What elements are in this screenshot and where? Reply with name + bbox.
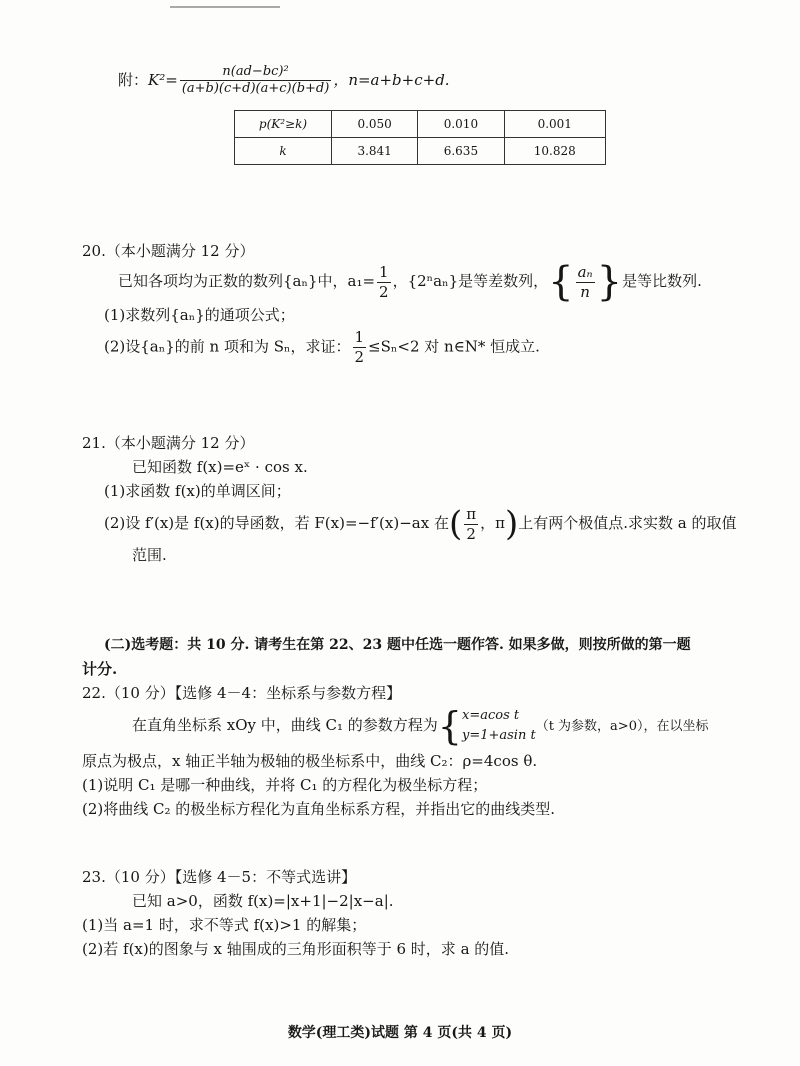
right-paren-glyph: ) (504, 504, 519, 544)
table-cell: 10.828 (504, 138, 605, 165)
q21-part2-a: (2)设 f′(x)是 f(x)的导函数，若 F(x)=−f′(x)−ax 在 (104, 514, 449, 532)
table-cell: 3.841 (332, 138, 418, 165)
q20-half-num: 1 (379, 262, 389, 281)
top-edge-residue (170, 0, 280, 8)
left-paren-glyph: ( (448, 504, 463, 544)
elective-line1: (二)选考题：共 10 分. 请考生在第 22、23 题中任选一题作答. 如果多做，则按所做的第一题 (104, 637, 691, 653)
table-cell: 6.635 (418, 138, 504, 165)
q20-part2 (104, 328, 540, 367)
q21-pi-den: 2 (466, 524, 476, 543)
q22-stem (132, 706, 708, 746)
q21-pi-frac (464, 505, 478, 544)
q20-p2-num: 1 (354, 328, 365, 346)
right-brace-glyph: } (596, 259, 623, 305)
q21-part2-c: 上有两个极值点.求实数 a 的取值 (518, 514, 737, 532)
q22-eq1: x=acos t (461, 708, 520, 723)
q20-p2-den: 2 (354, 347, 365, 366)
q21-stem: 已知函数 f(x)=eˣ · cos x. (132, 458, 308, 476)
q22-stem-a: 在直角坐标系 xOy 中，曲线 C₁ 的参数方程为 (132, 716, 438, 734)
table-cell: k (235, 138, 332, 165)
q20-part2-b: ≤Sₙ<2 对 n∈N* 恒成立. (368, 337, 540, 356)
q21-part2-b: ，π (480, 514, 505, 532)
q22-title: 22.（10 分）【选修 4－4：坐标系与参数方程】 (82, 684, 402, 702)
q21-pi-num: π (466, 504, 477, 523)
q21-title: 21.（本小题满分 12 分） (82, 434, 255, 452)
table-row (235, 111, 606, 138)
q20-title: 20.（本小题满分 12 分） (82, 242, 255, 260)
q21-part2-cont: 范围. (132, 546, 167, 564)
formula-denominator: (a+b)(c+d)(a+c)(b+d) (181, 81, 330, 97)
q23-part2: (2)若 f(x)的图象与 x 轴围成的三角形面积等于 6 时，求 a 的值. (82, 940, 510, 958)
table-cell: p(K²≥k) (235, 111, 332, 138)
elective-line2: 计分. (82, 660, 118, 678)
q23-stem: 已知 a>0，函数 f(x)=|x+1|−2|x−a|. (132, 892, 394, 910)
q21-part2 (104, 504, 736, 544)
q22-part1: (1)说明 C₁ 是哪一种曲线，并将 C₁ 的方程化为极坐标方程； (82, 776, 488, 794)
q20-stem (118, 259, 702, 305)
formula-lhs: K²= (148, 70, 178, 89)
q20-seq-den: n (580, 282, 590, 301)
q22-eq2: y=1+asin t (461, 728, 536, 743)
q22-param-system (462, 706, 536, 746)
system-brace-glyph: { (437, 704, 462, 748)
formula-numerator: n(ad−bc)² (180, 64, 332, 81)
q21-part1: (1)求函数 f(x)的单调区间； (104, 482, 291, 500)
formula-suffix: ，n=a+b+c+d. (333, 70, 450, 89)
page-footer: 数学(理工类)试题 第 4 页(共 4 页) (287, 1025, 513, 1041)
q22-part2: (2)将曲线 C₂ 的极坐标方程化为直角坐标系方程，并指出它的曲线类型. (82, 800, 556, 818)
left-brace-glyph: { (548, 259, 574, 305)
q20-stem-a: 已知各项均为正数的数列{aₙ}中，a₁= (118, 272, 376, 290)
table-cell: 0.010 (418, 111, 504, 138)
q20-part2-a: (2)设{aₙ}的前 n 项和为 Sₙ，求证： (104, 337, 351, 356)
q20-stem-c: 是等比数列. (622, 272, 702, 290)
table-row (235, 138, 606, 165)
q20-half-den: 2 (379, 282, 389, 301)
table-cell: 0.050 (332, 111, 418, 138)
q20-seq-frac (576, 263, 595, 302)
formula-prefix: 附： (118, 70, 149, 89)
q23-part1: (1)当 a=1 时，求不等式 f(x)>1 的解集； (82, 916, 367, 934)
q20-part2-half (353, 328, 367, 367)
q20-seq-num: aₙ (577, 262, 593, 281)
q20-part1: (1)求数列{aₙ}的通项公式； (104, 306, 295, 324)
q20-half (377, 263, 391, 302)
critical-value-table (234, 110, 606, 165)
q23-title: 23.（10 分）【选修 4－5：不等式选讲】 (82, 868, 357, 886)
formula-fraction (180, 64, 332, 98)
chi-square-formula (118, 64, 450, 98)
table-cell: 0.001 (504, 111, 605, 138)
q22-stem-b: （t 为参数，a>0），在以坐标 (535, 719, 709, 734)
q22-line2: 原点为极点，x 轴正半轴为极轴的极坐标系中，曲线 C₂：ρ=4cos θ. (82, 752, 538, 770)
q20-stem-b: ，{2ⁿaₙ}是等差数列， (392, 272, 549, 290)
